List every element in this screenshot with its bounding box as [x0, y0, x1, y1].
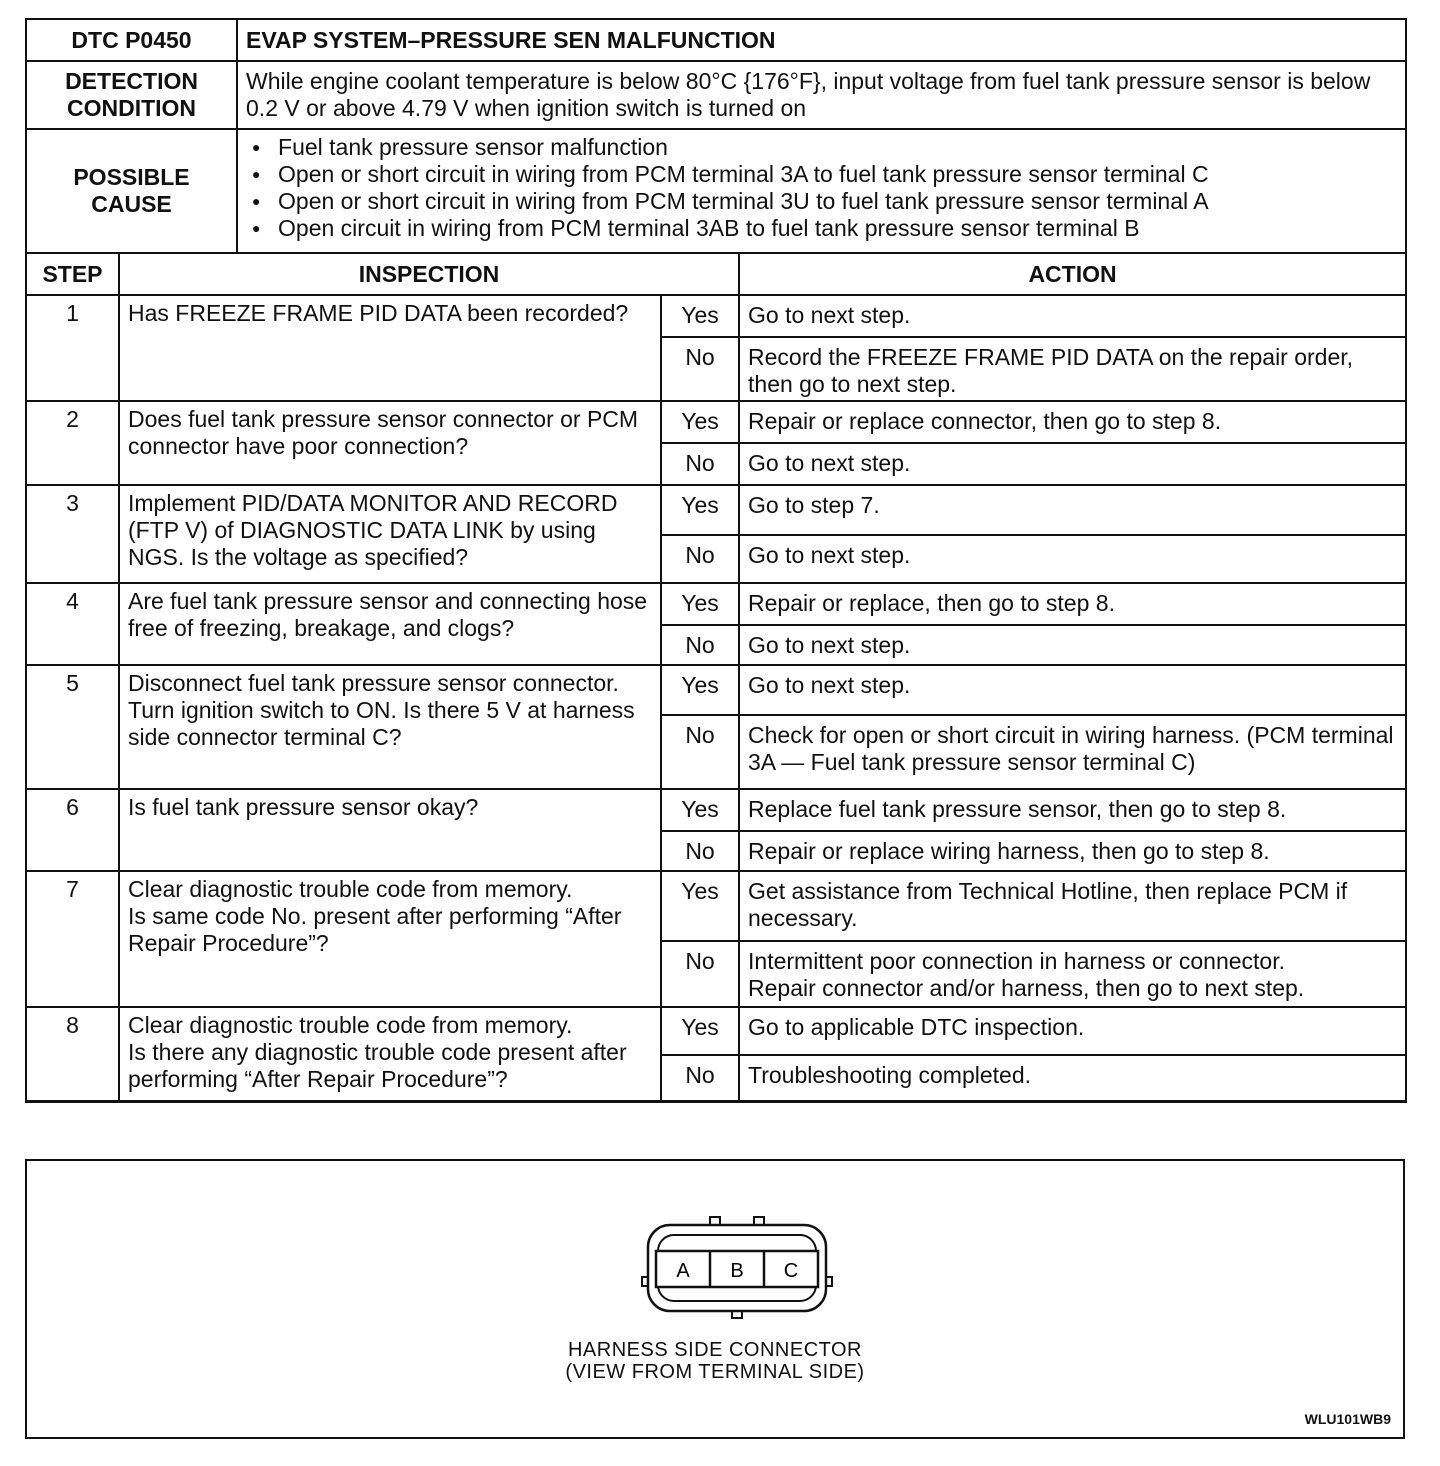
- terminal-b-label: B: [730, 1260, 744, 1282]
- dtc-troubleshooting-table: [25, 18, 1407, 1103]
- no-label: No: [661, 443, 739, 485]
- no-action: Go to next step.: [739, 443, 1406, 485]
- no-label: No: [661, 337, 739, 401]
- dtc-title: EVAP SYSTEM–PRESSURE SEN MALFUNCTION: [237, 19, 1406, 61]
- no-label: No: [661, 831, 739, 871]
- cause-item: ● Open circuit in wiring from PCM terminal 3AB to fuel tank pressure sensor terminal B: [246, 215, 1397, 242]
- step-inspection: [119, 871, 661, 1007]
- no-action: Record the FREEZE FRAME PID DATA on the repair order, then go to next step.: [739, 337, 1406, 401]
- no-action: Troubleshooting completed.: [739, 1055, 1406, 1101]
- cause-label-line2: CAUSE: [91, 191, 172, 217]
- dtc-code: DTC P0450: [26, 19, 237, 61]
- terminal-a-label: A: [676, 1260, 690, 1282]
- step-inspection: Is fuel tank pressure sensor okay?: [119, 789, 661, 871]
- yes-action: Go to applicable DTC inspection.: [739, 1007, 1406, 1055]
- harness-connector-icon: [622, 1199, 852, 1329]
- yes-label: Yes: [661, 295, 739, 337]
- no-action: Repair or replace wiring harness, then go to step 8.: [739, 831, 1406, 871]
- yes-label: Yes: [661, 485, 739, 535]
- yes-action: Replace fuel tank pressure sensor, then go to step 8.: [739, 789, 1406, 831]
- step-number: 7: [26, 871, 119, 1007]
- detection-label-line2: CONDITION: [66, 95, 197, 121]
- action-line: Intermittent poor connection in harness or connector.: [748, 948, 1285, 974]
- yes-label: Yes: [661, 583, 739, 625]
- cause-item: ● Fuel tank pressure sensor malfunction: [246, 134, 1397, 161]
- no-action: Go to next step.: [739, 535, 1406, 583]
- yes-action: Repair or replace, then go to step 8.: [739, 583, 1406, 625]
- no-action: Go to next step.: [739, 625, 1406, 665]
- inspection-line: Clear diagnostic trouble code from memory.: [128, 876, 573, 902]
- no-label: No: [661, 625, 739, 665]
- terminal-c-label: C: [783, 1260, 799, 1282]
- detection-label-line1: DETECTION: [65, 68, 198, 94]
- step-number: 1: [26, 295, 119, 401]
- inspection-line: Is same code No. present after performing “After Repair Procedure”?: [128, 903, 622, 956]
- no-action: [739, 941, 1406, 1007]
- possible-cause-list: [237, 129, 1406, 253]
- yes-label: Yes: [661, 1007, 739, 1055]
- step-inspection: Are fuel tank pressure sensor and connecting hose free of freezing, breakage, and clogs?: [119, 583, 661, 665]
- inspection-line: Disconnect fuel tank pressure sensor connector.: [128, 670, 619, 696]
- yes-action: Go to next step.: [739, 295, 1406, 337]
- yes-action: Go to next step.: [739, 665, 1406, 715]
- possible-cause-label: [26, 129, 237, 253]
- action-line: Repair connector and/or harness, then go to next step.: [748, 975, 1305, 1001]
- no-label: No: [661, 535, 739, 583]
- detection-condition-label: [26, 61, 237, 129]
- cause-label-line1: POSSIBLE: [73, 164, 190, 190]
- yes-label: Yes: [661, 789, 739, 831]
- action-column-header: ACTION: [739, 253, 1406, 295]
- step-number: 2: [26, 401, 119, 485]
- yes-label: Yes: [661, 401, 739, 443]
- step-column-header: STEP: [26, 253, 119, 295]
- connector-caption-line2: (VIEW FROM TERMINAL SIDE): [565, 1361, 865, 1383]
- connector-diagram-box: [25, 1159, 1405, 1439]
- yes-label: Yes: [661, 665, 739, 715]
- step-number: 6: [26, 789, 119, 871]
- connector-caption-line1: HARNESS SIDE CONNECTOR: [567, 1339, 862, 1361]
- step-number: 8: [26, 1007, 119, 1101]
- yes-label: Yes: [661, 871, 739, 941]
- inspection-column-header: INSPECTION: [119, 253, 739, 295]
- step-number: 4: [26, 583, 119, 665]
- step-inspection: Has FREEZE FRAME PID DATA been recorded?: [119, 295, 661, 401]
- cause-item: ● Open or short circuit in wiring from PCM terminal 3A to fuel tank pressure sensor terminal C: [246, 161, 1397, 188]
- no-label: No: [661, 1055, 739, 1101]
- step-inspection: [119, 1007, 661, 1101]
- inspection-line: Turn ignition switch to ON. Is there 5 V at harness side connector terminal C?: [128, 697, 635, 750]
- step-number: 3: [26, 485, 119, 583]
- step-inspection: Does fuel tank pressure sensor connector or PCM connector have poor connection?: [119, 401, 661, 485]
- detection-condition-text: While engine coolant temperature is below 80°C {176°F}, input voltage from fuel tank pressure sensor is below 0.2 V or above 4.79 V when ignition switch is turned on: [237, 61, 1406, 129]
- figure-code: WLU101WB9: [1304, 1411, 1391, 1427]
- step-inspection: [119, 665, 661, 789]
- yes-action: Repair or replace connector, then go to step 8.: [739, 401, 1406, 443]
- no-label: No: [661, 941, 739, 1007]
- step-number: 5: [26, 665, 119, 789]
- inspection-line: Is there any diagnostic trouble code present after performing “After Repair Procedure”?: [128, 1039, 627, 1092]
- cause-item: ● Open or short circuit in wiring from PCM terminal 3U to fuel tank pressure sensor terminal A: [246, 188, 1397, 215]
- no-label: No: [661, 715, 739, 789]
- no-action: Check for open or short circuit in wiring harness. (PCM terminal 3A — Fuel tank pressure sensor terminal C): [739, 715, 1406, 789]
- yes-action: Go to step 7.: [739, 485, 1406, 535]
- yes-action: Get assistance from Technical Hotline, then replace PCM if necessary.: [739, 871, 1406, 941]
- inspection-line: Clear diagnostic trouble code from memory.: [128, 1012, 573, 1038]
- step-inspection: Implement PID/DATA MONITOR AND RECORD (FTP V) of DIAGNOSTIC DATA LINK by using NGS. Is the voltage as specified?: [119, 485, 661, 583]
